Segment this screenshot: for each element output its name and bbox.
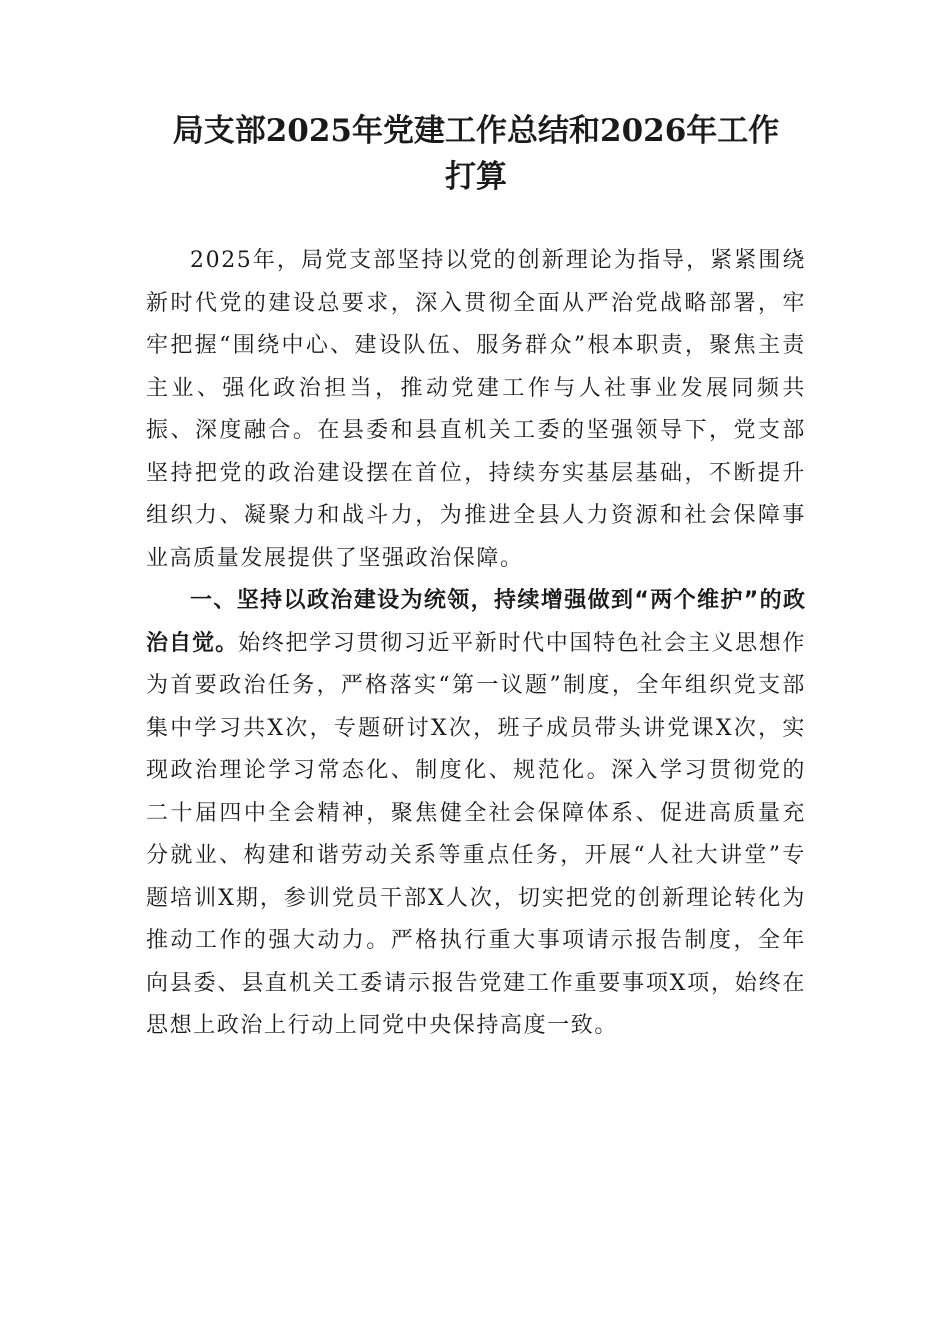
title-line-1: 局支部2025年党建工作总结和2026年工作 bbox=[172, 113, 780, 149]
document-title bbox=[146, 108, 806, 200]
section-1-paragraph bbox=[146, 580, 806, 1048]
intro-paragraph: 2025年，局党支部坚持以党的创新理论为指导，紧紧围绕新时代党的建设总要求，深入贯彻全面从严治党战略部署，牢牢把握“围绕中心、建设队伍、服务群众”根本职责，聚焦主责主业、强化政治担当，推动党建工作与人社事业发展同频共振、深度融合。在县委和县直机关工委的坚强领导下，党支部坚持把党的政治建设摆在首位，持续夯实基层基础，不断提升组织力、凝聚力和战斗力，为推进全县人力资源和社会保障事业高质量发展提供了坚强政治保障。 bbox=[146, 248, 806, 571]
section-1-heading: 一、坚持以政治建设为统领，持续增强做到“两个维护”的政治自觉。 bbox=[146, 588, 806, 656]
section-1-body: 始终把学习贯彻习近平新时代中国特色社会主义思想作为首要政治任务，严格落实“第一议题”制度，全年组织党支部集中学习共X次，专题研讨X次，班子成员带头讲党课X次，实现政治理论学习常态化、制度化、规范化。深入学习贯彻党的二十届四中全会精神，聚焦健全社会保障体系、促进高质量充分就业、构建和谐劳动关系等重点任务，开展“人社大讲堂”专题培训X期，参训党员干部X人次，切实把党的创新理论转化为推动工作的强大动力。严格执行重大事项请示报告制度，全年向县委、县直机关工委请示报告党建工作重要事项X项，始终在思想上政治上行动上同党中央保持高度一致。 bbox=[146, 630, 806, 1038]
title-line-2: 打算 bbox=[445, 159, 507, 195]
document-page bbox=[146, 108, 806, 1048]
